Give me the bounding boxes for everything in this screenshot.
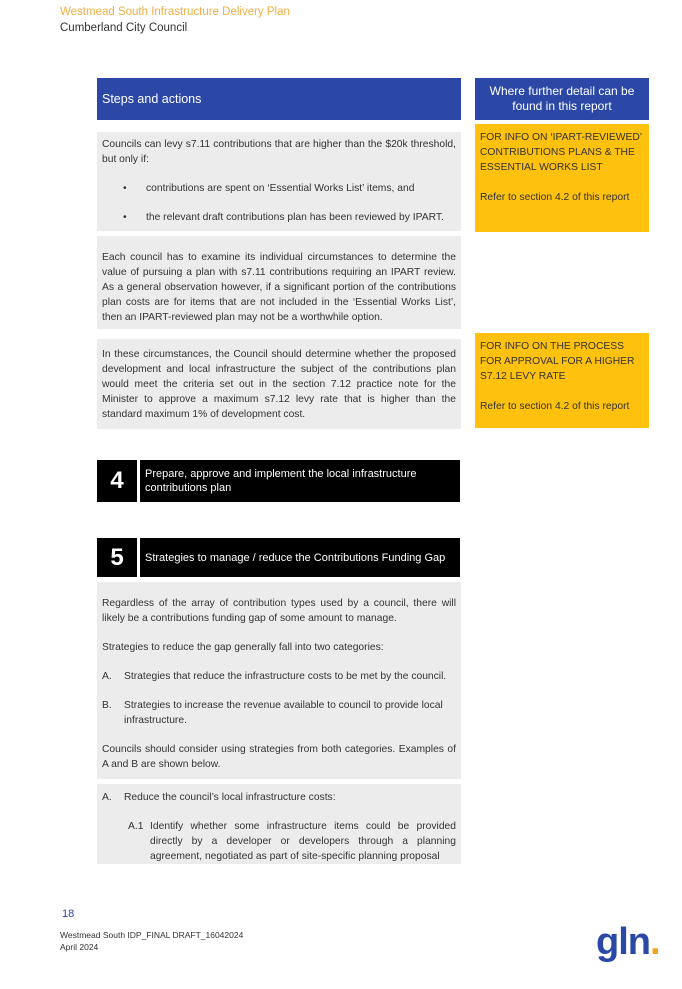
sub-item-a1-text: Identify whether some infrastructure items could be provided directly by a developer or developers through a planning agreement, negotiated as part of site-specific planning proposal xyxy=(150,821,456,862)
funding-gap-intro: Regardless of the array of contribution types used by a council, there will likely be a contributions funding gap of some amount to manage. xyxy=(102,598,456,624)
category-a-letter: A. xyxy=(102,671,112,682)
reduce-costs-text: Reduce the council’s local infrastructure costs: xyxy=(124,792,336,803)
circumstances-paragraph: Each council has to examine its individual circumstances to determine the value of pursuing a plan with s7.11 contributions requiring an IPART review. As a general observation however, if a significant portion of the contributions plan costs are for items that are not included in the ‘Essential Works List’, then an IPART-reviewed plan may not be a worthwhile option. xyxy=(97,236,461,329)
funding-gap-categories: Strategies to reduce the gap generally fall into two categories: xyxy=(102,642,384,653)
steps-and-actions-header: Steps and actions xyxy=(97,78,461,120)
step-4-title: Prepare, approve and implement the local infrastructure contributions plan xyxy=(140,460,460,502)
info-box-levy-rate xyxy=(475,333,649,428)
funding-gap-conclusion: Councils should consider using strategies from both categories. Examples of A and B are shown below. xyxy=(102,744,456,770)
gln-logo-text: gln xyxy=(596,921,650,963)
footer-doc-name: Westmead South IDP_FINAL DRAFT_16042024 xyxy=(60,930,244,940)
step-4-number: 4 xyxy=(97,460,137,502)
document-title: Westmead South Infrastructure Delivery Plan xyxy=(60,6,290,18)
further-detail-header: Where further detail can be found in this report xyxy=(475,78,649,120)
s712-paragraph: In these circumstances, the Council should determine whether the proposed development and local infrastructure the subject of the contributions plan would meet the criteria set out in the section 7.12 practice note for the Minister to approve a maximum s7.12 levy rate that is higher than the standard maximum 1% of development cost. xyxy=(97,339,461,429)
info-box-levy-rate-heading: FOR INFO ON THE PROCESS FOR APPROVAL FOR A HIGHER S7.12 LEVY RATE xyxy=(480,341,635,382)
threshold-intro: Councils can levy s7.11 contributions that are higher than the $20k threshold, but only if: xyxy=(102,139,456,165)
bullet-ipart-review: • the relevant draft contributions plan has been reviewed by IPART. xyxy=(102,210,456,225)
gln-logo-dot: . xyxy=(649,921,660,963)
category-b xyxy=(102,698,456,728)
info-box-ipart-ref: Refer to section 4.2 of this report xyxy=(480,192,630,203)
gln-logo xyxy=(596,920,660,964)
footer-date: April 2024 xyxy=(60,942,99,952)
info-box-ipart-heading: FOR INFO ON ‘IPART-REVIEWED’ CONTRIBUTIONS PLANS & THE ESSENTIAL WORKS LIST xyxy=(480,132,642,173)
step-5-title: Strategies to manage / reduce the Contributions Funding Gap xyxy=(140,538,460,577)
threshold-block xyxy=(97,132,461,231)
reduce-costs-item xyxy=(102,790,456,805)
reduce-costs-letter: A. xyxy=(102,792,112,803)
step-5-number: 5 xyxy=(97,538,137,577)
bullet-essential-works: • contributions are spent on ‘Essential Works List’ items, and xyxy=(102,181,456,196)
organisation-name: Cumberland City Council xyxy=(60,22,188,34)
info-box-levy-rate-ref: Refer to section 4.2 of this report xyxy=(480,401,630,412)
page-number: 18 xyxy=(62,908,75,920)
category-b-text: Strategies to increase the revenue available to council to provide local infrastructure. xyxy=(124,700,443,726)
sub-item-a1 xyxy=(102,819,456,864)
sub-item-a1-label: A.1 xyxy=(128,821,144,832)
category-a-text: Strategies that reduce the infrastructure costs to be met by the council. xyxy=(124,671,447,682)
category-a xyxy=(102,669,456,684)
info-box-ipart xyxy=(475,124,649,232)
reduce-costs-block xyxy=(97,784,461,864)
funding-gap-block xyxy=(97,582,461,779)
category-b-letter: B. xyxy=(102,700,112,711)
